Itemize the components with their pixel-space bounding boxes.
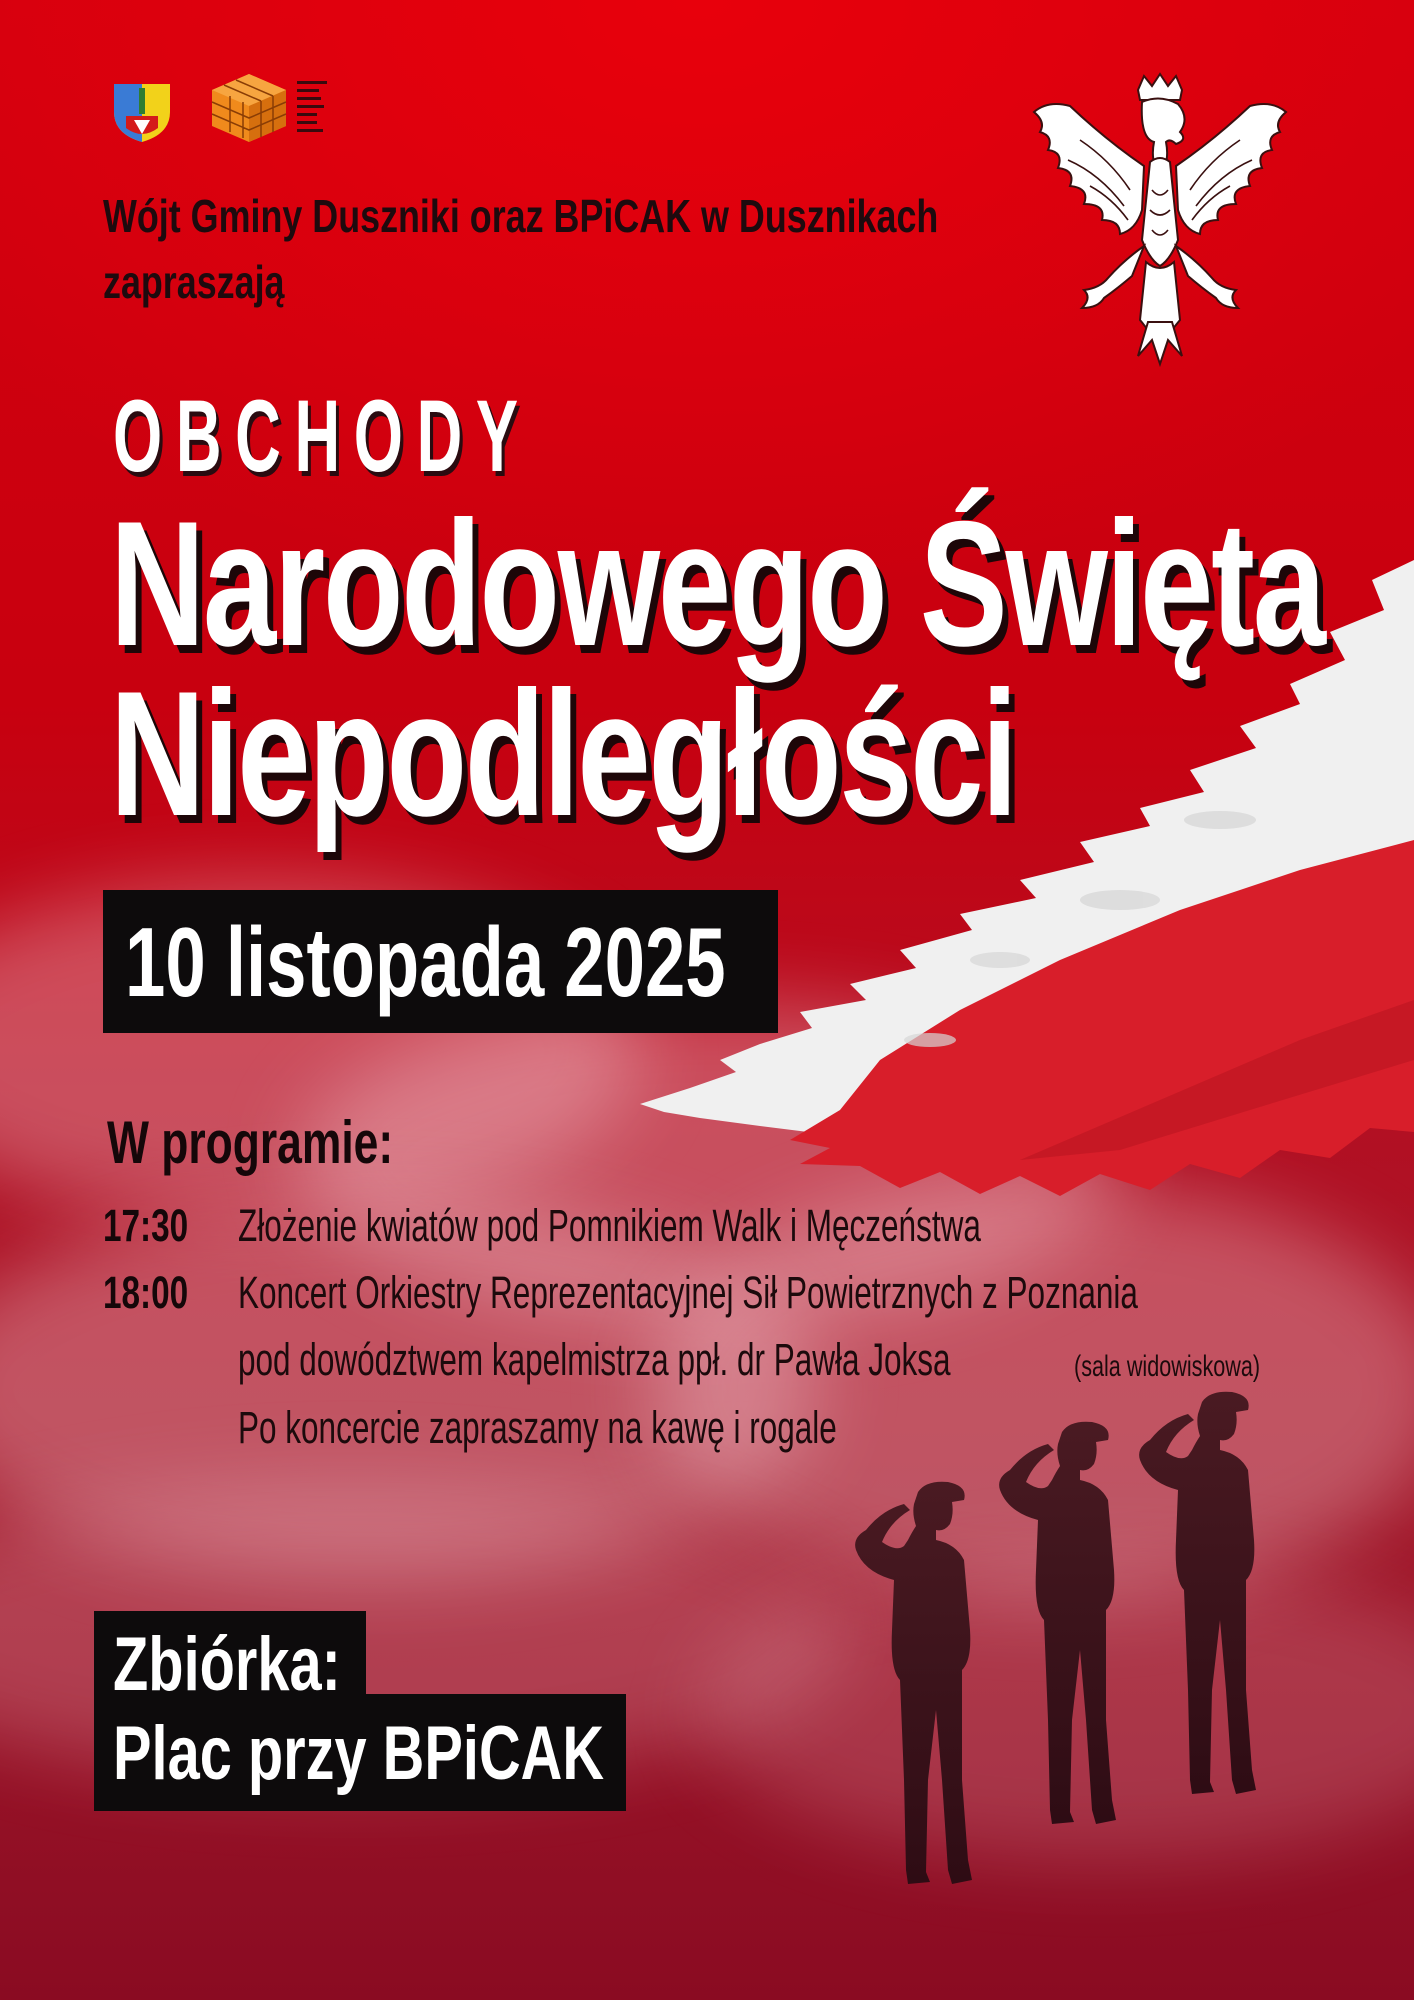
headline-line-1-text: Narodowego Święta — [110, 484, 1324, 683]
white-eagle-emblem-icon — [1020, 70, 1300, 370]
title-kicker — [113, 378, 788, 495]
organizers-line-1: Wójt Gminy Duszniki oraz BPiCAK w Dusznikach — [103, 190, 939, 242]
program-item-2-line-2-text: pod dowództwem kapelmistrza ppł. dr Pawła Joksa — [238, 1334, 951, 1385]
headline-line-2-text: Niepodległości — [110, 654, 1016, 853]
program-heading — [107, 1108, 494, 1177]
soldier-silhouette-back — [1139, 1392, 1256, 1794]
headline-line-1 — [110, 484, 1414, 683]
program-item-2-line-3-text: Po koncercie zapraszamy na kawę i rogale — [238, 1402, 837, 1453]
headline-line-2 — [110, 654, 1334, 853]
program-item-1-text — [238, 1200, 1299, 1252]
gathering-place — [113, 1707, 759, 1801]
program-item-2-line-1 — [238, 1267, 1414, 1319]
program-item-1-time — [103, 1200, 218, 1252]
program-item-1-time-text: 17:30 — [103, 1200, 189, 1251]
gathering-place-text: Plac przy BPiCAK — [113, 1711, 605, 1796]
event-date-text: 10 listopada 2025 — [125, 907, 726, 1017]
program-item-2-time — [103, 1267, 218, 1319]
orange-cube-logo-icon — [210, 72, 288, 144]
gathering-label-text: Zbiórka: — [113, 1622, 341, 1707]
program-heading-text: W programie: — [107, 1109, 394, 1176]
partner-logo-caption-lines — [297, 80, 331, 138]
program-item-1-line-1: Złożenie kwiatów pod Pomnikiem Walk i Męczeństwa — [238, 1200, 981, 1251]
organizers-line-2: zapraszają — [103, 256, 285, 308]
soldier-silhouette-middle — [999, 1422, 1116, 1824]
title-kicker-text: OBCHODY — [113, 379, 532, 493]
program-item-2-note-text: (sala widowiskowa) — [1074, 1350, 1261, 1383]
program-item-2-line-1-text: Koncert Orkiestry Reprezentacyjnej Sił Powietrznych z Poznania — [238, 1267, 1138, 1318]
saluting-soldiers-silhouette — [840, 1390, 1280, 1950]
organizers-text — [103, 183, 1003, 315]
event-date — [125, 902, 937, 1022]
soldier-silhouette-front — [855, 1482, 972, 1884]
program-item-2-time-text: 18:00 — [103, 1267, 189, 1318]
coat-of-arms-icon — [112, 82, 172, 144]
program-item-2-note — [1074, 1350, 1332, 1384]
gathering-label — [113, 1618, 413, 1712]
